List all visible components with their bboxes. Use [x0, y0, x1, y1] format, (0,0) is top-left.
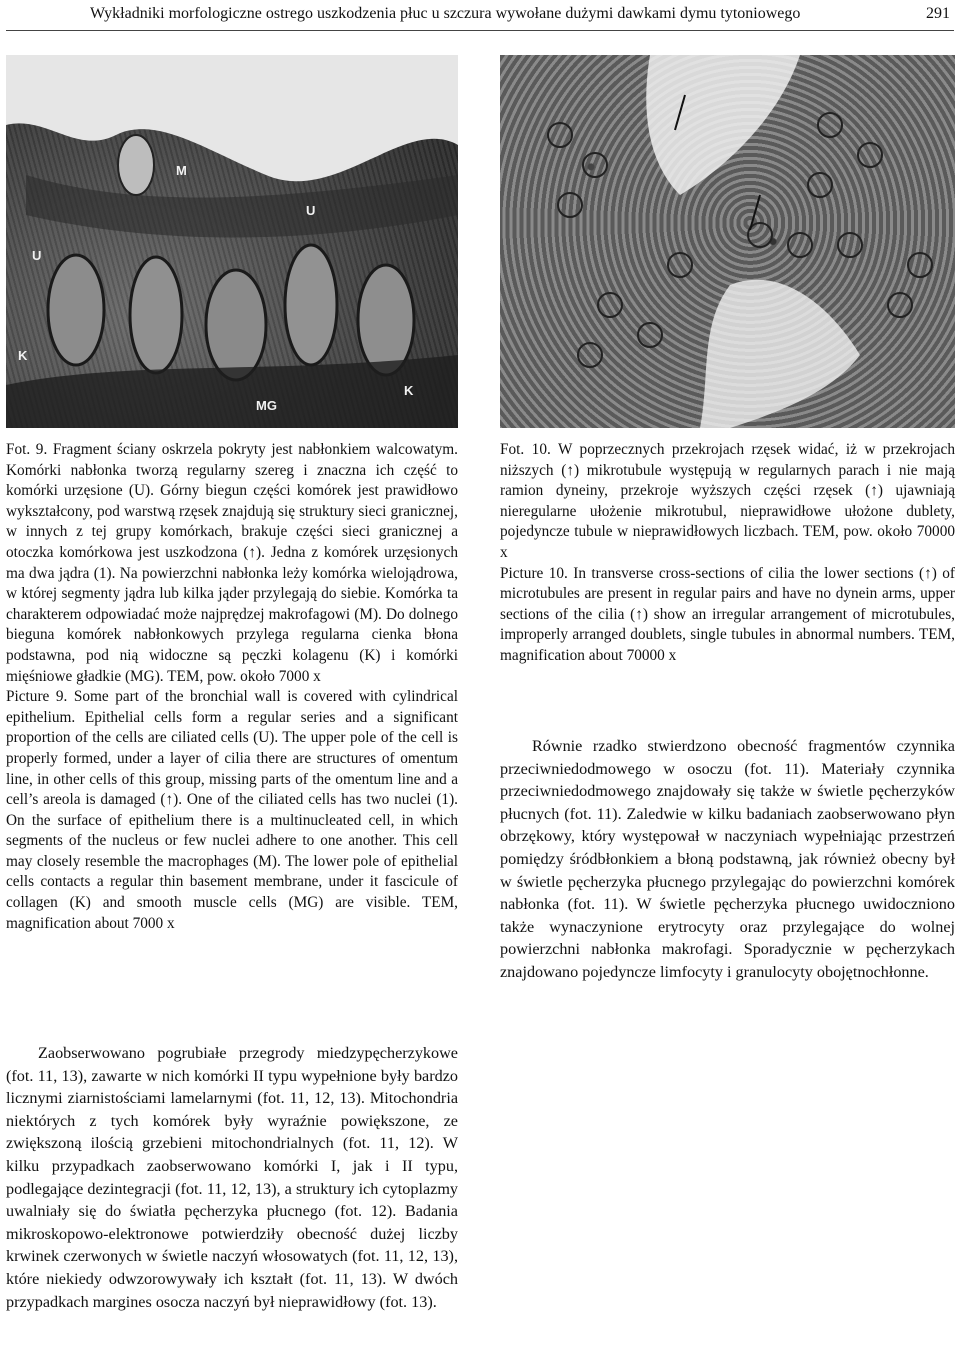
caption-fot-10-en: Picture 10. In transverse cross-sections of cilia the lower sections (↑) of microtubules are present in regular pairs and have no dynein arms, upper sections of the cilia (↑) show an irregular arrangement of microtubules, improperly arranged doublets, single tubules in abnormal numbers. TEM, magnification about 70000 x [500, 564, 955, 664]
running-title: Wykładniki morfologiczne ostrego uszkodzenia płuc u szczura wywołane dużymi dawkami dymu tytoniowego [90, 5, 801, 22]
label-mg: MG [256, 398, 277, 413]
page-number: 291 [926, 5, 950, 22]
label-u-1: U [32, 248, 42, 263]
caption-fot-10-pl: Fot. 10. W poprzecznych przekrojach rzęsek widać, iż w przekrojach niższych (↑) mikrotubule występują w regularnych parach i nie mają ramion dyneiny, przekroje wyższych części rzęsek (↑) ujawniają nieregularne ułożenie mikrotubul, nieprawidłowe ułożone dublety, pojedyncze tubule w nieprawidłowych liczbach. TEM, pow. około 70000 x [500, 441, 955, 561]
body-right-column [500, 735, 955, 984]
caption-fot-10 [500, 440, 955, 667]
label-m: M [176, 163, 187, 178]
label-u-2: U [306, 203, 316, 218]
caption-fot-9-pl: Fot. 9. Fragment ściany oskrzela pokryty jest nabłonkiem walcowatym. Komórki nabłonka tworzą regularny szereg i znaczna ich część to komórki urzęsione (U). Górny biegun części komórek jest prawidłowo wykształcony, pod warstwą rzęsek znajdują się struktury sieci granicznej, w innych z tej grupy komórkach, brakuje części sieci granicznej a otoczka komórkowa jest uszkodzona (↑). Jedna z komórek urzęsionych ma dwa jądra (1). Na powierzchni nabłonka leży komórka wielojądrowa, w której segmenty jądra lub kilka jąder przylegają do siebie. Komórka ta charakterem odpowiadać może najprędzej makrofagowi (M). Do dolnego bieguna komórek nabłonkowych przylega regularna cienka błona podstawna, pod nią widoczne są pęczki kolagenu (K) i komórki mięśniowe gładkie (MG). TEM, pow. około 7000 x [6, 441, 458, 685]
header-rule [6, 30, 954, 31]
body-paragraph-right: Równie rzadko stwierdzono obecność fragmentów czynnika przeciwniedodmowego w osoczu (fot. 11). Materiały czynnika przeciwniedodmowego znajdowały się także w świetle pęcherzyków płucnych (fot. 11). Zaledwie w kilku badaniach zaobserwowano płyn obrzękowy, który występował w naczyniach wypełniając przestrzeń pomiędzy śródbłonkiem a błoną podstawną, jak również obecny był w świetle pęcherzyka płucnego przylegając do powierzchni komórek nabłonka (fot. 11). W świetle pęcherzyka płucnego uwidoczniono także wynaczynione erytrocyty oraz przylegające do wolnej powierzchni nabłonka makrofagi. Sporadycznie w pęcherzykach znajdowano pojedyncze limfocyty i granulocyty obojętnochłonne. [500, 737, 955, 981]
caption-fot-9-en: Picture 9. Some part of the bronchial wall is covered with cylindrical epithelium. Epithelial cells form a regular series and a significant proportion of the cells are ciliated cells (U). The upper pole of the cell is properly formed, under a layer of cilia there are structures of omentum line, in other cells of this group, missing parts of the omentum line and a cell’s areola is damaged (↑). One of the ciliated cells has two nuclei (1). On the surface of epithelium there is a multinucleated cell, in which segments of the nucleus or few nuclei adhere to one another. This cell may closely resemble the macrophages (M). The lower pole of epithelial cells contacts a regular thin basement membrane, under it fascicule of collagen (K) and smooth muscle cells (MG) are visible. TEM, magnification about 7000 x [6, 688, 458, 932]
caption-fot-9 [6, 440, 458, 934]
micrograph-fot-9 [6, 55, 458, 428]
micrograph-fot-10 [500, 55, 955, 428]
label-k-1: K [18, 348, 28, 363]
label-k-2: K [404, 383, 414, 398]
body-paragraph-left: Zaobserwowano pogrubiałe przegrody miedzypęcherzykowe (fot. 11, 13), zawarte w nich komórki II typu wypełnione były bardzo licznymi ziarnistościami lamelarnymi (fot. 11, 12, 13). Mitochondria niektórych z tych komórek były wyraźnie powiększone, ze zwiększoną ilością grzebieni mitochondrialnych (fot. 11, 12). W kilku przypadkach zaobserwowano komórki I, jak i II typu, podlegające dezintegracji (fot. 11, 12, 13), a struktury ich cytoplazmy uwalniały się do światła pęcherzyka płucnego (fot. 12). Badania mikroskopowo-elektronowe potwierdziły obecność dużej liczby krwinek czerwonych w świetle naczyń włosowatych (fot. 11, 12, 13), które niekiedy odwzorowywały ich kształt (fot. 11, 13). W dwóch przypadkach margines osocza naczyń był nieprawidłowy (fot. 13). [6, 1044, 458, 1311]
running-header [90, 4, 950, 26]
body-left-column [6, 1042, 458, 1313]
